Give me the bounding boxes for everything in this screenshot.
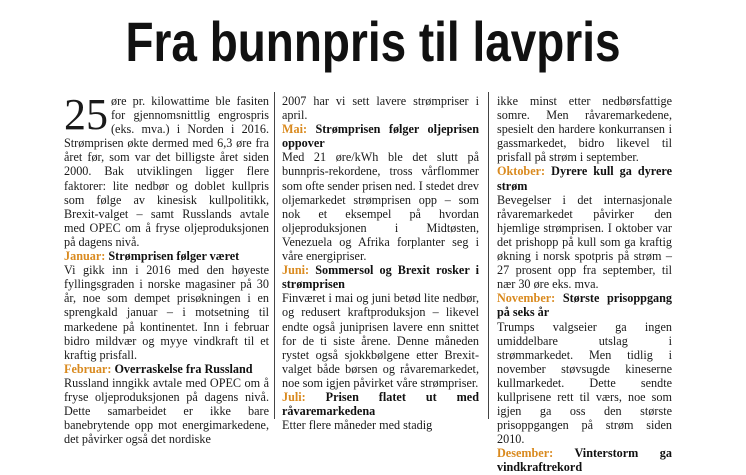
section-month: Oktober: xyxy=(497,164,546,179)
section-month: Februar: xyxy=(64,361,112,376)
section-title: Vinterstorm ga vindkraftrekord xyxy=(497,446,672,475)
column-rule xyxy=(274,92,275,419)
continued-text: 2007 har vi sett lavere strømpriser i april. xyxy=(282,94,479,123)
section-month: Desember: xyxy=(497,446,554,461)
section-month: Januar: xyxy=(64,249,106,264)
section-heading xyxy=(497,164,672,192)
section-body: Russland inngikk avtale med OPEC om å fryse oljeproduksjonen på dagens nivå. Dette samarbeidet er ikke bare banebrytende opp mot energimarkedene, det påvirker også det nordiske xyxy=(64,375,269,447)
section-month: Juni: xyxy=(282,263,310,278)
section-month: Mai: xyxy=(282,122,308,137)
section-title: Største prisoppgang på seks år xyxy=(497,291,673,320)
article-column-2 xyxy=(282,94,479,433)
article-column-3 xyxy=(497,94,673,475)
section-heading xyxy=(282,122,479,150)
section-title: Prisen flatet ut med råvaremarkedena xyxy=(282,389,479,419)
section-heading xyxy=(64,362,269,376)
section-body: Finværet i mai og juni betød lite nedbør, og redusert kraftproduksjon – likevel endte også juniprisen lavere enn snittet for de ti siste årene. Denne måneden rystet også sjokkbølgene etter Brexit-valget både børsen og råvaremarkedet, noe som igjen påvirket våre strømpriser. xyxy=(282,291,479,390)
section-body: Etter flere måneder med stadig xyxy=(282,418,433,433)
section-title: Sommersol og Brexit rosker i strømprisen xyxy=(282,263,479,292)
continued-text: ikke minst etter nedbørsfattige somre. Men råvaremarkedene, spesielt den hardere konkurransen i gassmarkedet, bidro likevel til prisfall på strøm i september. xyxy=(497,94,672,165)
section-title: Strømprisen følger oljeprisen oppover xyxy=(282,122,479,151)
section-month: November: xyxy=(497,291,556,306)
section-body: Trumps valgseier ga ingen umiddelbare utslag i strømmarkedet. Men tidlig i november støvsugde kineserne kullmarkedet. Dette sendte kullprisene rett til værs, noe som igjen ga oss den største prisoppgangen på strøm siden 2010. xyxy=(497,319,672,447)
section-body: Vi gikk inn i 2016 med den høyeste fyllingsgraden i norske magasiner på 30 år, noe som dempet prisøkningen i en sprengkald januar – i motsetning til markedene på kontinentet. Inn i februar bidro mildvær og myye vindkraft til et kraftig prisfall. xyxy=(64,263,269,362)
drop-cap: 25 xyxy=(64,90,108,139)
intro-text: øre pr. kilowattime ble fasiten for gjennomsnittlig engrospris (eks. mva.) i Norden i 2016. Strømprisen økte dermed med 6,3 øre fra året før, som var det billigste året siden 2000. Bak utviklingen ligger flere faktorer: lite nedbør og doblet kullpris som følge av kinesisk kullpolitikk, Brexit-valget – samt Russlands avtale med OPEC om å fryse oljeproduksjonen på dagens nivå. xyxy=(64,94,269,249)
headline: Fra bunnpris til lavpris xyxy=(125,10,621,73)
section-heading xyxy=(64,249,269,263)
column-rule xyxy=(488,92,489,419)
article-column-1 xyxy=(64,90,269,447)
section-heading xyxy=(497,446,672,474)
section-body: Bevegelser i det internasjonale råvaremarkedet påvirker den hjemlige strømprisen. I oktober var det prishopp på kull som ga kraftig økning i norsk spotpris på strøm – 27 prosent opp fra september, til nær 30 øre eks. mva. xyxy=(497,192,672,292)
section-body: Med 21 øre/kWh ble det slutt på bunnpris-rekordene, tross vårflommer som ofte sender prisen ned. I stedet drev oljemarkedet strømprisen opp – som nok et eksempel på hvordan oljeproduksjonen i Midtøsten, Venezuela og Afrika forplanter seg i våre energipriser. xyxy=(282,150,479,264)
intro-paragraph xyxy=(64,90,269,249)
section-heading xyxy=(282,263,479,291)
section-title: Overraskelse fra Russland xyxy=(114,361,253,376)
section-title: Dyrere kull ga dyrere strøm xyxy=(497,164,672,193)
section-month: Juli: xyxy=(282,389,306,404)
section-title: Strømprisen følger været xyxy=(108,249,240,264)
section-heading xyxy=(282,390,479,418)
section-heading xyxy=(497,291,672,319)
